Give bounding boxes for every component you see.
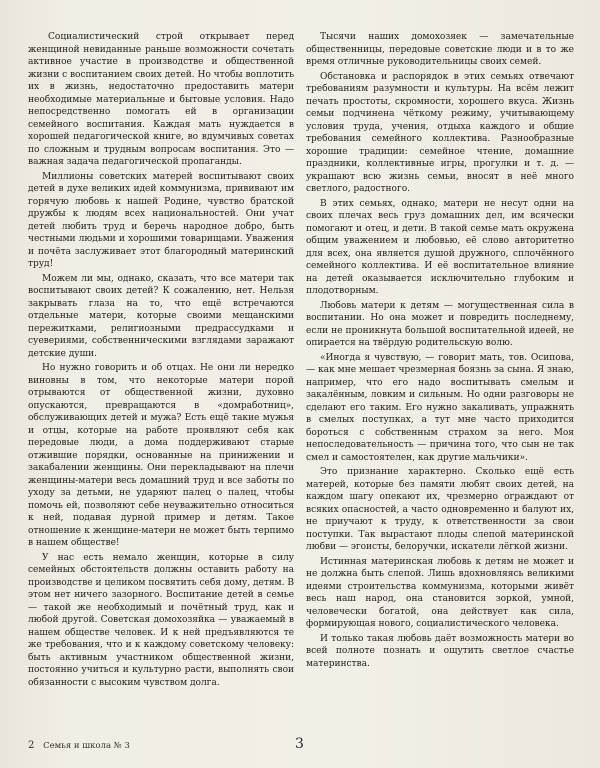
paragraph: Социалистический строй открывает перед женщиной невиданные раньше возможности сочетать активное участие в производстве и общественной жизни с воспитанием своих детей. Но чтобы воплотить их в жизнь, недостаточно предоставить матери необходимые материальные и бытовые условия. Надо непосредственно помогать ей в организации семейного воспитания. Каждая мать нуждается в хорошей педагогической книге, во вдумчивых советах по сложным и трудным вопросам воспитания. Это — важная задача педагогической пропаганды. [28, 32, 294, 167]
paragraph: У нас есть немало женщин, которые в силу семейных обстоятельств должны оставить работу на производстве и целиком посвятить себя дому, детям. В этом нет ничего зазорного. Воспитание детей в семье — такой же необходимый и почётный труд, как и любой другой. Советская домохозяйка — уважаемый в нашем обществе человек. И к ней предъявляются те же требования, что и к каждому советскому человеку: быть активным участником общественной жизни, постоянно учиться и культурно расти, выполнять свои обязанности с высоким чувством долга. [28, 552, 294, 688]
left-text-column [28, 31, 294, 689]
paragraph: Любовь матери к детям — могущественная сила в воспитании. Но она может и повредить последнему, если не проникнута большой воспитательной идеей, не опирается на твёрдую родительскую волю. [306, 300, 574, 348]
right-text-column [306, 31, 574, 670]
paragraph: Можем ли мы, однако, сказать, что все матери так воспитывают своих детей? К сожалению, нет. Нельзя закрывать глаза на то, что ещё встречаются отдельные матери, которые своими мещанскими пережитками, религиозными предрассудками и суевериями, собственническими взглядами заражают детские души. [28, 273, 294, 359]
page-footer [28, 741, 130, 751]
paragraph: В этих семьях, однако, матери не несут одни на своих плечах весь груз домашних дел, им всячески помогают и отец, и дети. В такой семье мать окружена общим уважением и любовью, её слово авторитетно для всех, она является душой дружного, сплочённого семейного коллектива. И её воспитательное влияние на детей оказывается исключительно глубоким и плодотворным. [306, 198, 574, 296]
journal-issue-label: Семья и школа № 3 [43, 741, 130, 751]
paragraph: Но нужно говорить и об отцах. Не они ли нередко виновны в том, что некоторые матери порой отрываются от общественной жизни, духовно опускаются, превращаются в «домработниц», обслуживающих детей и мужа? Есть ещё такие мужья и отцы, которые на работе проявляют себя как передовые люди, а дома поддерживают старые отжившие порядки, основанные на принижении и закабалении женщины. Они перекладывают на плечи женщины-матери весь домашний труд и все заботы по уходу за детьми, не ударяют палец о палец, чтобы помочь ей, позволяют себе неуважительно относиться к ней, подавая дурной пример и детям. Такое отношение к женщине-матери не может быть терпимо в нашем обществе! [28, 363, 294, 548]
paragraph: Обстановка и распорядок в этих семьях отвечают требованиям разумности и культуры. На всём лежит печать простоты, скромности, хорошего вкуса. Жизнь семьи подчинена чёткому режиму, учитывающему условия труда, учения, отдыха каждого и общие требования семейного коллектива. Разнообразные хорошие традиции: семейное чтение, домашние праздники, коллективные игры, прогулки и т. д. — украшают всю жизнь семьи, вносят в неё много светлого, радостного. [306, 71, 574, 194]
paragraph: Миллионы советских матерей воспитывают своих детей в духе великих идей коммунизма, прививают им горячую любовь к нашей Родине, чувство братской дружбы к людям всех национальностей. Они учат детей любить труд и беречь народное добро, быть честными людьми и хорошими товарищами. Уважения и почёта заслуживает этот благородный материнский труд! [28, 171, 294, 269]
paragraph: Это признание характерно. Сколько ещё есть матерей, которые без памяти любят своих детей, на каждом шагу опекают их, чрезмерно ограждают от всяких опасностей, а часто одновременно и балуют их, не приучают к труду, к ответственности за свои поступки. Так вырастают плоды слепой материнской любви — эгоисты, белоручки, искатели лёгкой жизни. [306, 467, 574, 552]
page-number-center: 3 [295, 736, 304, 752]
paragraph: И только такая любовь даёт возможность матери во всей полноте познать и ощутить светлое счастье материнства. [306, 633, 574, 669]
paragraph: «Иногда я чувствую, — говорит мать, тов. Осипова, — как мне мешает чрезмерная боязнь за сына. Я знаю, например, что его надо воспитывать смелым и закалённым, ловким и сильным. Но одни разговоры не сделают его таким. Его нужно закаливать, упражнять в смелых поступках, а тут мне часто приходится бороться с собственным страхом за него. Моя непоследовательность — причина того, что сын не так смел и самостоятелен, как другие мальчики». [306, 352, 574, 463]
paragraph: Истинная материнская любовь к детям не может и не должна быть слепой. Лишь вдохновляясь великими идеями строительства коммунизма, которыми живёт весь наш народ, она становится зоркой, умной, человечески богатой, она действует как сила, формирующая нового, социалистического человека. [306, 556, 574, 629]
page-number-left: 2 [28, 740, 35, 751]
paragraph: Тысячи наших домохозяек — замечательные общественницы, передовые советские люди и в то же время отличные руководительницы своих семей. [306, 32, 574, 67]
